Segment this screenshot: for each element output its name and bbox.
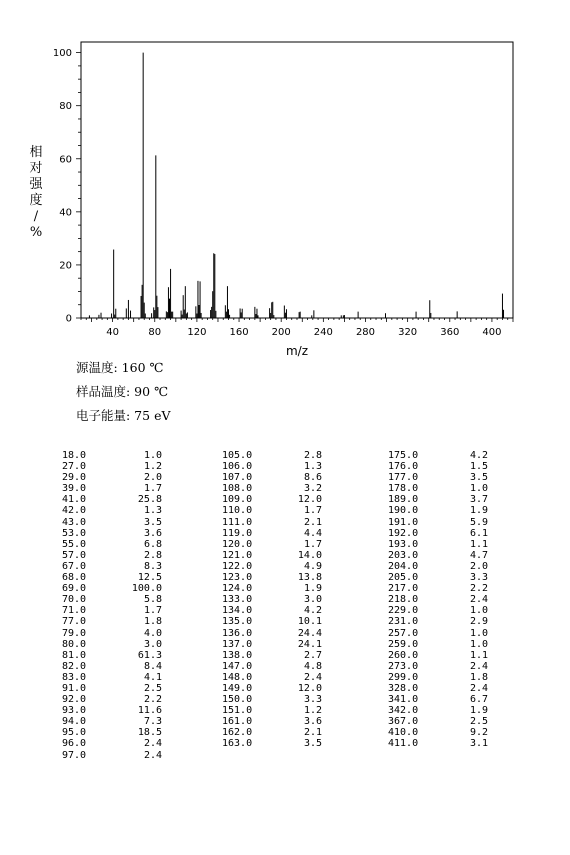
peak-row (388, 583, 488, 594)
y-tick-label: 80 (59, 101, 72, 113)
peak-row (222, 727, 322, 738)
peak-row (388, 727, 488, 738)
peak-row (222, 738, 322, 749)
peak-intensity: 1.0 (469, 605, 488, 617)
peak-intensity: 2.4 (143, 749, 162, 761)
peak-mz: 92.0 (62, 694, 87, 706)
peak-mz: 27.0 (62, 461, 87, 473)
peak-intensity: 1.7 (303, 538, 322, 550)
peak-intensity: 12.5 (137, 572, 162, 584)
peak-mz: 257.0 (388, 627, 419, 639)
peak-row (388, 672, 488, 683)
peak-mz: 136.0 (222, 627, 253, 639)
peak-mz: 105.0 (222, 450, 253, 461)
peak-table-column (62, 450, 162, 761)
peak-mz: 77.0 (62, 616, 87, 628)
peak-row (388, 738, 488, 749)
peak-row (222, 594, 322, 605)
peak-row (388, 461, 488, 472)
peak-intensity: 1.7 (303, 505, 322, 517)
peak-mz: 259.0 (388, 638, 419, 650)
peak-row (62, 605, 162, 616)
peak-mz: 107.0 (222, 472, 253, 484)
peak-row (388, 472, 488, 483)
peak-row (388, 594, 488, 605)
x-tick-label: 240 (313, 327, 333, 338)
peak-row (222, 472, 322, 483)
acquisition-conditions (76, 356, 171, 428)
peak-intensity: 3.5 (469, 472, 488, 484)
peak-intensity: 2.5 (143, 682, 162, 694)
peak-mz: 53.0 (62, 527, 87, 539)
peak-bars (89, 53, 503, 318)
peak-row (388, 517, 488, 528)
electron-energy: 电子能量: 75 eV (76, 408, 171, 423)
peak-row (62, 727, 162, 738)
peak-intensity: 2.2 (469, 583, 488, 595)
peak-row (388, 705, 488, 716)
peak-row (222, 694, 322, 705)
peak-mz: 39.0 (62, 483, 87, 495)
peak-mz: 69.0 (62, 583, 87, 595)
peak-intensity: 6.8 (143, 538, 162, 550)
peak-intensity: 1.1 (469, 538, 488, 550)
peak-intensity: 4.4 (303, 527, 322, 539)
sample-temperature: 样品温度: 90 ℃ (76, 384, 169, 399)
peak-row (222, 517, 322, 528)
peak-mz: 367.0 (388, 716, 419, 728)
peak-row (62, 583, 162, 594)
axis-ticks (53, 48, 513, 338)
x-tick-label: 160 (229, 327, 249, 338)
peak-row (388, 539, 488, 550)
peak-mz: 122.0 (222, 560, 253, 572)
peak-mz: 124.0 (222, 583, 253, 595)
peak-row (62, 539, 162, 550)
peak-row (222, 583, 322, 594)
peak-mz: 97.0 (62, 749, 87, 761)
peak-row (388, 694, 488, 705)
peak-intensity: 2.4 (469, 682, 488, 694)
peak-mz: 79.0 (62, 627, 87, 639)
peak-row (222, 672, 322, 683)
peak-intensity: 1.8 (469, 671, 488, 683)
peak-row (388, 572, 488, 583)
y-axis-label-char: 度 (29, 193, 43, 208)
peak-mz: 96.0 (62, 738, 87, 750)
peak-intensity: 24.4 (297, 627, 322, 639)
y-axis-label-char: 对 (29, 161, 43, 176)
peak-intensity: 2.9 (469, 616, 488, 628)
peak-mz: 178.0 (388, 483, 419, 495)
peak-intensity: 8.6 (303, 472, 322, 484)
peak-mz: 175.0 (388, 450, 419, 461)
peak-row (62, 672, 162, 683)
y-tick-label: 60 (59, 154, 72, 166)
peak-mz: 411.0 (388, 738, 419, 750)
peak-mz: 218.0 (388, 594, 419, 606)
peak-mz: 204.0 (388, 560, 419, 572)
peak-row (62, 472, 162, 483)
peak-intensity: 3.5 (143, 516, 162, 528)
peak-intensity: 1.0 (469, 638, 488, 650)
peak-row (388, 605, 488, 616)
x-axis-label: m/z (285, 344, 309, 358)
peak-row (62, 450, 162, 461)
y-axis-label (28, 145, 44, 241)
peak-intensity: 3.2 (303, 483, 322, 495)
peak-intensity: 1.9 (469, 505, 488, 517)
peak-intensity: 2.4 (469, 594, 488, 606)
peak-mz: 229.0 (388, 605, 419, 617)
peak-row (388, 505, 488, 516)
peak-intensity: 3.3 (469, 572, 488, 584)
peak-intensity: 3.3 (303, 694, 322, 706)
peak-mz: 70.0 (62, 594, 87, 606)
peak-row (222, 650, 322, 661)
peak-row (62, 528, 162, 539)
peak-mz: 29.0 (62, 472, 87, 484)
peak-intensity: 3.1 (469, 738, 488, 750)
x-tick-label: 360 (440, 327, 460, 338)
peak-mz: 109.0 (222, 494, 253, 506)
y-tick-label: 0 (65, 313, 72, 325)
peak-mz: 135.0 (222, 616, 253, 628)
peak-intensity: 4.7 (469, 549, 488, 561)
peak-intensity: 2.8 (143, 549, 162, 561)
y-axis-label-char: 相 (29, 145, 43, 160)
peak-intensity: 3.0 (143, 638, 162, 650)
peak-row (62, 494, 162, 505)
peak-intensity: 1.0 (469, 483, 488, 495)
peak-table-column (222, 450, 322, 750)
peak-mz: 177.0 (388, 472, 419, 484)
peak-row (222, 716, 322, 727)
peak-mz: 110.0 (222, 505, 253, 517)
peak-row (62, 517, 162, 528)
peak-row (222, 483, 322, 494)
peak-mz: 43.0 (62, 516, 87, 528)
peak-row (62, 738, 162, 749)
peak-mz: 205.0 (388, 572, 419, 584)
peak-row (62, 561, 162, 572)
peak-row (388, 628, 488, 639)
peak-intensity: 5.8 (143, 594, 162, 606)
peak-row (222, 683, 322, 694)
peak-intensity: 6.7 (469, 694, 488, 706)
peak-intensity: 1.0 (143, 450, 162, 461)
peak-intensity: 1.0 (469, 627, 488, 639)
peak-mz: 82.0 (62, 660, 87, 672)
peak-mz: 119.0 (222, 527, 253, 539)
peak-intensity: 2.2 (143, 694, 162, 706)
peak-intensity: 4.9 (303, 560, 322, 572)
peak-row (222, 661, 322, 672)
peak-row (388, 561, 488, 572)
x-tick-label: 280 (355, 327, 376, 338)
peak-intensity: 61.3 (137, 649, 162, 661)
peak-mz: 149.0 (222, 682, 253, 694)
peak-row (222, 572, 322, 583)
peak-table-column (388, 450, 488, 750)
peak-intensity: 10.1 (297, 616, 322, 628)
mass-spectrum-chart (0, 0, 570, 360)
peak-intensity: 4.2 (469, 450, 488, 461)
peak-row (222, 628, 322, 639)
plot-frame (81, 42, 513, 318)
peak-mz: 273.0 (388, 660, 419, 672)
peak-row (62, 483, 162, 494)
x-tick-label: 200 (271, 327, 291, 338)
peak-mz: 203.0 (388, 549, 419, 561)
peak-intensity: 1.9 (303, 583, 322, 595)
peak-mz: 137.0 (222, 638, 253, 650)
peak-mz: 67.0 (62, 560, 87, 572)
peak-intensity: 14.0 (297, 549, 322, 561)
peak-intensity: 2.4 (143, 738, 162, 750)
peak-intensity: 4.2 (303, 605, 322, 617)
peak-intensity: 1.1 (469, 649, 488, 661)
peak-row (388, 639, 488, 650)
x-tick-label: 400 (482, 327, 502, 338)
peak-intensity: 4.8 (303, 660, 322, 672)
peak-row (62, 716, 162, 727)
peak-row (388, 650, 488, 661)
source-temperature: 源温度: 160 ℃ (76, 360, 164, 375)
peak-row (388, 616, 488, 627)
peak-intensity: 7.3 (143, 716, 162, 728)
peak-intensity: 2.8 (303, 450, 322, 461)
peak-mz: 83.0 (62, 671, 87, 683)
peak-intensity: 2.4 (303, 671, 322, 683)
peak-row (222, 539, 322, 550)
peak-mz: 42.0 (62, 505, 87, 517)
peak-row (62, 661, 162, 672)
peak-row (222, 705, 322, 716)
peak-mz: 133.0 (222, 594, 253, 606)
peak-row (388, 450, 488, 461)
peak-row (222, 616, 322, 627)
peak-mz: 123.0 (222, 572, 253, 584)
peak-mz: 81.0 (62, 649, 87, 661)
peak-intensity: 1.2 (303, 705, 322, 717)
peak-intensity: 2.1 (303, 516, 322, 528)
peak-mz: 193.0 (388, 538, 419, 550)
peak-intensity: 2.7 (303, 649, 322, 661)
peak-intensity: 2.4 (469, 660, 488, 672)
peak-mz: 299.0 (388, 671, 419, 683)
peak-intensity: 24.1 (297, 638, 322, 650)
x-tick-label: 40 (106, 327, 119, 338)
peak-intensity: 2.1 (303, 727, 322, 739)
peak-row (388, 716, 488, 727)
peak-intensity: 3.5 (303, 738, 322, 750)
peak-intensity: 3.6 (303, 716, 322, 728)
peak-intensity: 2.0 (469, 560, 488, 572)
peak-intensity: 1.5 (469, 461, 488, 473)
peak-mz: 150.0 (222, 694, 253, 706)
peak-row (62, 694, 162, 705)
y-axis-label-char: 强 (29, 177, 43, 192)
peak-mz: 134.0 (222, 605, 253, 617)
peak-row (388, 528, 488, 539)
peak-mz: 93.0 (62, 705, 87, 717)
peak-row (222, 605, 322, 616)
peak-mz: 111.0 (222, 516, 253, 528)
peak-intensity: 13.8 (297, 572, 322, 584)
peak-row (222, 528, 322, 539)
peak-mz: 341.0 (388, 694, 419, 706)
peak-intensity: 3.7 (469, 494, 488, 506)
peak-mz: 138.0 (222, 649, 253, 661)
peak-intensity: 9.2 (469, 727, 488, 739)
peak-mz: 147.0 (222, 660, 253, 672)
peak-row (62, 705, 162, 716)
peak-row (222, 561, 322, 572)
peak-intensity: 12.0 (297, 494, 322, 506)
peak-mz: 55.0 (62, 538, 87, 550)
peak-mz: 95.0 (62, 727, 87, 739)
y-tick-label: 100 (52, 48, 72, 60)
peak-intensity: 2.5 (469, 716, 488, 728)
y-tick-label: 20 (59, 260, 72, 272)
peak-intensity: 1.9 (469, 705, 488, 717)
peak-mz: 161.0 (222, 716, 253, 728)
peak-row (222, 639, 322, 650)
peak-mz: 410.0 (388, 727, 419, 739)
peak-mz: 57.0 (62, 549, 87, 561)
peak-mz: 71.0 (62, 605, 87, 617)
peak-mz: 151.0 (222, 705, 253, 717)
peak-intensity: 2.0 (143, 472, 162, 484)
peak-intensity: 1.7 (143, 605, 162, 617)
peak-mz: 191.0 (388, 516, 419, 528)
peak-mz: 41.0 (62, 494, 87, 506)
peak-intensity: 3.0 (303, 594, 322, 606)
peak-mz: 120.0 (222, 538, 253, 550)
peak-mz: 162.0 (222, 727, 253, 739)
peak-intensity: 100.0 (131, 583, 162, 595)
peak-row (62, 572, 162, 583)
peak-row (62, 616, 162, 627)
peak-intensity: 8.3 (143, 560, 162, 572)
peak-mz: 328.0 (388, 682, 419, 694)
peak-mz: 260.0 (388, 649, 419, 661)
peak-row (62, 594, 162, 605)
peak-row (222, 461, 322, 472)
peak-intensity: 6.1 (469, 527, 488, 539)
peak-intensity: 1.2 (143, 461, 162, 473)
peak-intensity: 3.6 (143, 527, 162, 539)
peak-row (222, 505, 322, 516)
peak-row (222, 550, 322, 561)
y-tick-label: 40 (59, 207, 72, 219)
x-tick-label: 320 (398, 327, 418, 338)
peak-row (388, 683, 488, 694)
peak-mz: 189.0 (388, 494, 419, 506)
y-axis-label-char: / (33, 209, 39, 224)
peak-intensity: 5.9 (469, 516, 488, 528)
peak-row (388, 483, 488, 494)
peak-mz: 106.0 (222, 461, 253, 473)
peak-intensity: 1.3 (303, 461, 322, 473)
peak-mz: 176.0 (388, 461, 419, 473)
x-tick-label: 80 (148, 327, 162, 338)
peak-intensity: 18.5 (137, 727, 162, 739)
peak-row (62, 750, 162, 761)
peak-intensity: 8.4 (143, 660, 162, 672)
peak-mz: 148.0 (222, 671, 253, 683)
x-tick-label: 120 (187, 327, 207, 338)
peak-row (388, 550, 488, 561)
peak-mz: 231.0 (388, 616, 419, 628)
peak-mz: 94.0 (62, 716, 87, 728)
peak-mz: 163.0 (222, 738, 253, 750)
peak-intensity: 25.8 (137, 494, 162, 506)
peak-row (62, 639, 162, 650)
peak-row (62, 505, 162, 516)
peak-mz: 121.0 (222, 549, 253, 561)
peak-intensity: 1.7 (143, 483, 162, 495)
peak-intensity: 1.3 (143, 505, 162, 517)
peak-intensity: 1.8 (143, 616, 162, 628)
peak-row (62, 550, 162, 561)
y-axis-label-char: % (29, 225, 43, 240)
peak-mz: 18.0 (62, 450, 87, 461)
peak-mz: 342.0 (388, 705, 419, 717)
peak-intensity: 11.6 (137, 705, 162, 717)
peak-intensity: 12.0 (297, 682, 322, 694)
peak-row (222, 494, 322, 505)
peak-mz: 192.0 (388, 527, 419, 539)
peak-row (388, 494, 488, 505)
peak-row (222, 450, 322, 461)
peak-intensity: 4.1 (143, 671, 162, 683)
peak-mz: 217.0 (388, 583, 419, 595)
peak-row (388, 661, 488, 672)
peak-row (62, 461, 162, 472)
peak-mz: 68.0 (62, 572, 87, 584)
peak-mz: 190.0 (388, 505, 419, 517)
peak-intensity: 4.0 (143, 627, 162, 639)
peak-row (62, 683, 162, 694)
peak-mz: 91.0 (62, 682, 87, 694)
peak-row (62, 628, 162, 639)
peak-mz: 108.0 (222, 483, 253, 495)
peak-mz: 80.0 (62, 638, 87, 650)
peak-row (62, 650, 162, 661)
